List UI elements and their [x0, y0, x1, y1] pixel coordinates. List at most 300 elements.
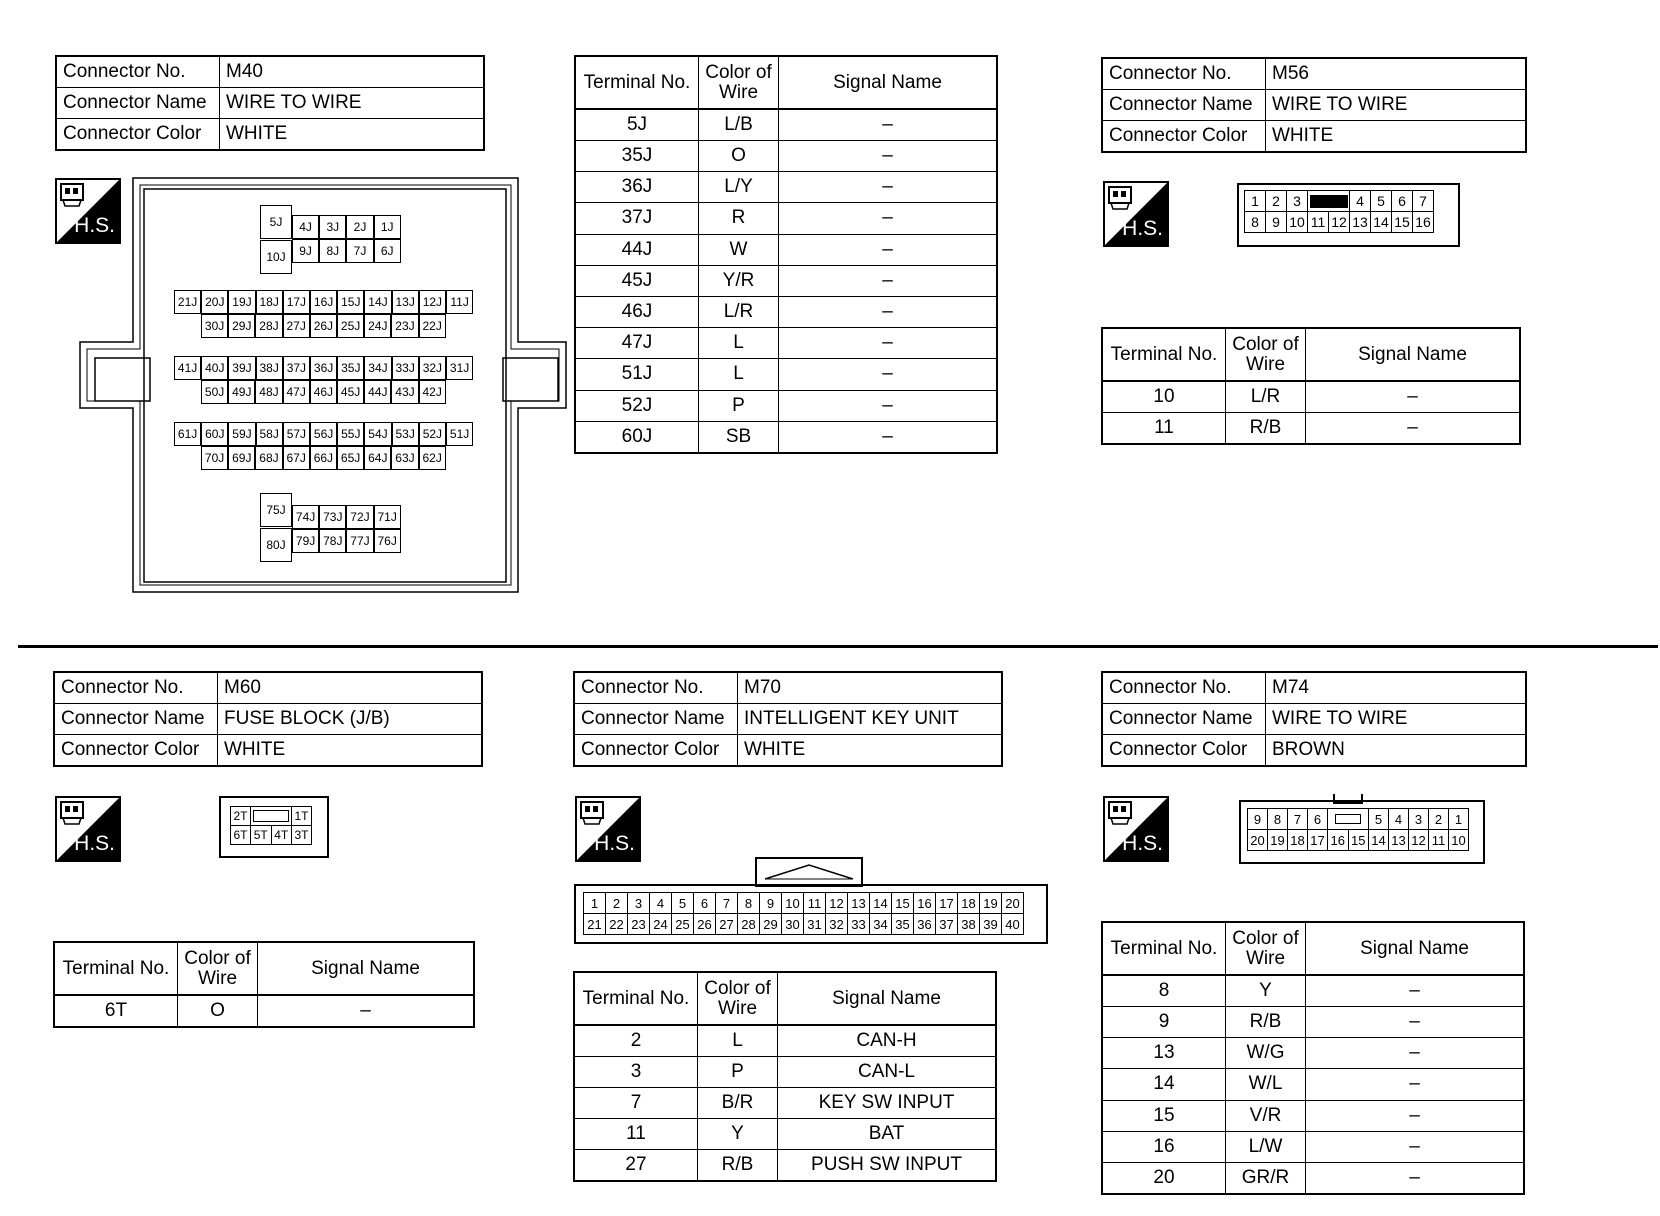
connector-pin: 4T [271, 826, 292, 845]
hs-icon [575, 796, 641, 862]
connector-pin: 21J [174, 290, 201, 314]
connector-pin: 49J [228, 380, 255, 404]
table-row [575, 265, 997, 296]
signal-name-cell: – [779, 265, 998, 296]
connector-name-value: WIRE TO WIRE [1266, 704, 1527, 735]
connector-pin: 2 [606, 893, 628, 914]
wire-color-cell: SB [699, 421, 779, 453]
connector-pin: 67J [283, 446, 310, 470]
connector-pin: 65J [337, 446, 364, 470]
header-terminal-no: Terminal No. [54, 942, 178, 995]
signal-name-cell: – [779, 234, 998, 265]
connector-pin: 14 [1369, 830, 1389, 851]
wire-color-cell: Y [698, 1119, 778, 1150]
connector-name-value: FUSE BLOCK (J/B) [218, 704, 483, 735]
connector-pin: 35J [337, 356, 364, 380]
connector-pin: 30J [201, 314, 228, 338]
connector-pin: 6 [694, 893, 716, 914]
header-signal-name: Signal Name [258, 942, 475, 995]
wire-color-cell: O [699, 141, 779, 172]
wire-color-cell: P [698, 1057, 778, 1088]
connector-pin: 13J [392, 290, 419, 314]
connector-no-value: M70 [738, 672, 1003, 704]
header-signal-name: Signal Name [779, 56, 998, 109]
connector-no-value: M74 [1266, 672, 1527, 704]
table-row [1102, 1162, 1524, 1194]
connector-pin: 51J [446, 422, 473, 446]
connector-pin: 31J [446, 356, 473, 380]
connector-pin: 48J [255, 380, 282, 404]
connector-pin: 18J [256, 290, 283, 314]
connector-pin: 20J [201, 290, 228, 314]
terminal-cell: 2 [574, 1025, 698, 1057]
connector-pin: 50J [201, 380, 228, 404]
connector-pin: 3T [292, 826, 312, 845]
connector-pin: 56J [310, 422, 337, 446]
connector-pin: 33J [392, 356, 419, 380]
hs-icon [1103, 181, 1169, 247]
hs-icon [55, 796, 121, 862]
wire-color-cell: L/R [699, 296, 779, 327]
m60-terminal-rows [54, 995, 474, 1027]
connector-pin: 30 [782, 914, 804, 935]
signal-name-cell: – [258, 995, 475, 1027]
connector-pin: 62J [419, 446, 446, 470]
header-color-of-wire: Color of Wire [1226, 922, 1306, 975]
connector-pin: 20 [1002, 893, 1024, 914]
connector-pin: 7 [1413, 191, 1434, 212]
connector-no-value: M56 [1266, 58, 1527, 90]
label-connector-name: Connector Name [1102, 90, 1266, 121]
connector-pin: 59J [228, 422, 255, 446]
connector-pin: 18 [958, 893, 980, 914]
section-divider [18, 645, 1658, 648]
m56-info-table [1101, 57, 1527, 153]
connector-pin: 10 [782, 893, 804, 914]
terminal-cell: 35J [575, 141, 699, 172]
label-connector-no: Connector No. [1102, 58, 1266, 90]
connector-pin: 44J [364, 380, 391, 404]
connector-pin: 31 [804, 914, 826, 935]
connector-pin: 12J [419, 290, 446, 314]
m74-terminal-rows [1102, 975, 1524, 1194]
connector-name-value: WIRE TO WIRE [220, 88, 485, 119]
signal-name-cell: – [1306, 1038, 1525, 1069]
label-connector-color: Connector Color [54, 735, 218, 767]
connector-pin: 57J [283, 422, 310, 446]
connector-pin: 8 [1268, 809, 1288, 830]
connector-pin: 71J [374, 505, 401, 529]
wire-color-cell: L/W [1226, 1131, 1306, 1162]
connector-pin: 22 [606, 914, 628, 935]
terminal-cell: 16 [1102, 1131, 1226, 1162]
header-terminal-no: Terminal No. [1102, 922, 1226, 975]
connector-pin: 7 [716, 893, 738, 914]
connector-pin: 3J [319, 215, 346, 239]
connector-pin: 39J [228, 356, 255, 380]
header-terminal-no: Terminal No. [574, 972, 698, 1025]
connector-pin: 1J [374, 215, 401, 239]
connector-pin: 1T [292, 807, 312, 826]
signal-name-cell: – [779, 141, 998, 172]
connector-pin: 27J [283, 314, 310, 338]
m70-connector-face [574, 884, 1048, 944]
wire-color-cell: L [698, 1025, 778, 1057]
connector-pin: 63J [391, 446, 418, 470]
m70-terminal-rows [574, 1025, 996, 1181]
connector-pin: 4 [650, 893, 672, 914]
connector-pin: 7 [1288, 809, 1308, 830]
table-row [1102, 381, 1520, 413]
connector-pin: 18 [1288, 830, 1308, 851]
connector-pin: 14 [870, 893, 892, 914]
connector-pin: 2 [1429, 809, 1449, 830]
table-row [1102, 1069, 1524, 1100]
label-connector-no: Connector No. [54, 672, 218, 704]
table-row [574, 1150, 996, 1182]
m40-terminal-table [574, 55, 998, 454]
connector-pin: 64J [364, 446, 391, 470]
connector-pin: 2 [1266, 191, 1287, 212]
signal-name-cell: – [779, 390, 998, 421]
wire-color-cell: B/R [698, 1088, 778, 1119]
label-connector-no: Connector No. [1102, 672, 1266, 704]
connector-pin: 15 [1392, 212, 1413, 233]
connector-pin: 1 [1449, 809, 1469, 830]
connector-color-value: WHITE [220, 119, 485, 151]
connector-pin: 74J [292, 505, 319, 529]
connector-pin: 16 [1413, 212, 1434, 233]
terminal-cell: 14 [1102, 1069, 1226, 1100]
connector-pin: 19 [1268, 830, 1288, 851]
connector-pin: 5J [260, 205, 292, 239]
terminal-cell: 8 [1102, 975, 1226, 1007]
connector-pin: 8 [1245, 212, 1266, 233]
m60-info-table [53, 671, 483, 767]
hs-label: H.S. [74, 214, 115, 237]
connector-pin: 2T [231, 807, 251, 826]
wire-color-cell: L [699, 359, 779, 390]
connector-pin: 4 [1350, 191, 1371, 212]
table-row [575, 421, 997, 453]
connector-pin: 3 [628, 893, 650, 914]
terminal-cell: 51J [575, 359, 699, 390]
connector-pin: 24J [364, 314, 391, 338]
connector-pin: 36J [310, 356, 337, 380]
signal-name-cell: BAT [778, 1119, 997, 1150]
connector-pin: 29 [760, 914, 782, 935]
wire-color-cell: P [699, 390, 779, 421]
connector-pin: 26J [310, 314, 337, 338]
terminal-cell: 44J [575, 234, 699, 265]
connector-pin: 40J [201, 356, 228, 380]
hs-label: H.S. [1122, 832, 1163, 855]
terminal-cell: 3 [574, 1057, 698, 1088]
m40-info-table [55, 55, 485, 151]
terminal-cell: 15 [1102, 1100, 1226, 1131]
header-color-of-wire: Color of Wire [698, 972, 778, 1025]
connector-pin: 45J [337, 380, 364, 404]
connector-pin: 47J [283, 380, 310, 404]
signal-name-cell: – [779, 359, 998, 390]
connector-pin: 1 [584, 893, 606, 914]
connector-pin: 15 [892, 893, 914, 914]
connector-pin: 8 [738, 893, 760, 914]
connector-pin: 5 [1371, 191, 1392, 212]
connector-color-value: WHITE [1266, 121, 1527, 153]
connector-pin: 5 [1369, 809, 1389, 830]
table-row [1102, 413, 1520, 445]
connector-pin: 3 [1409, 809, 1429, 830]
terminal-cell: 45J [575, 265, 699, 296]
signal-name-cell: – [1306, 1100, 1525, 1131]
wire-color-cell: L [699, 328, 779, 359]
connector-pin: 53J [392, 422, 419, 446]
connector-pin: 16 [914, 893, 936, 914]
connector-pin: 37 [936, 914, 958, 935]
table-row [575, 390, 997, 421]
terminal-cell: 13 [1102, 1038, 1226, 1069]
label-connector-color: Connector Color [574, 735, 738, 767]
m70-info-table [573, 671, 1003, 767]
table-row [1102, 975, 1524, 1007]
wire-color-cell: W/G [1226, 1038, 1306, 1069]
label-connector-name: Connector Name [574, 704, 738, 735]
wire-color-cell: V/R [1226, 1100, 1306, 1131]
connector-pin: 15J [337, 290, 364, 314]
header-signal-name: Signal Name [778, 972, 997, 1025]
connector-pin: 76J [374, 529, 401, 553]
connector-pin: 19 [980, 893, 1002, 914]
signal-name-cell: – [1306, 381, 1521, 413]
label-connector-no: Connector No. [574, 672, 738, 704]
table-row [575, 328, 997, 359]
m70-connector-latch [755, 857, 865, 887]
connector-pin: 14J [364, 290, 391, 314]
connector-pin: 12 [826, 893, 848, 914]
connector-pin: 13 [1350, 212, 1371, 233]
m40-terminal-rows [575, 109, 997, 453]
connector-pin: 12 [1329, 212, 1350, 233]
connector-pin: 69J [228, 446, 255, 470]
header-terminal-no: Terminal No. [575, 56, 699, 109]
connector-no-value: M60 [218, 672, 483, 704]
terminal-cell: 60J [575, 421, 699, 453]
header-color-of-wire: Color of Wire [178, 942, 258, 995]
m56-connector-face [1237, 183, 1460, 247]
table-row [575, 141, 997, 172]
connector-pin: 6T [231, 826, 251, 845]
wire-color-cell: R/B [698, 1150, 778, 1182]
connector-pin: 14 [1371, 212, 1392, 233]
wire-color-cell: W [699, 234, 779, 265]
connector-pin: 10 [1449, 830, 1469, 851]
header-terminal-no: Terminal No. [1102, 328, 1226, 381]
connector-pin: 20 [1248, 830, 1268, 851]
connector-pin: 6 [1392, 191, 1413, 212]
connector-pin: 4J [292, 215, 319, 239]
m56-pin-grid [1244, 190, 1434, 233]
connector-pin: 29J [228, 314, 255, 338]
wire-color-cell: R [699, 203, 779, 234]
signal-name-cell: PUSH SW INPUT [778, 1150, 997, 1182]
connector-pin: 17J [283, 290, 310, 314]
connector-pin: 33 [848, 914, 870, 935]
connector-pin: 77J [346, 529, 373, 553]
connector-pin: 6 [1308, 809, 1328, 830]
connector-pin: 16J [310, 290, 337, 314]
connector-pin: 68J [255, 446, 282, 470]
connector-key-slot [251, 807, 292, 826]
connector-pin: 36 [914, 914, 936, 935]
terminal-cell: 6T [54, 995, 178, 1027]
terminal-cell: 27 [574, 1150, 698, 1182]
terminal-cell: 46J [575, 296, 699, 327]
terminal-cell: 11 [574, 1119, 698, 1150]
label-connector-name: Connector Name [1102, 704, 1266, 735]
connector-pin: 61J [174, 422, 201, 446]
connector-pin: 34 [870, 914, 892, 935]
wire-color-cell: Y/R [699, 265, 779, 296]
table-row [575, 296, 997, 327]
signal-name-cell: – [1306, 1069, 1525, 1100]
connector-pin: 23 [628, 914, 650, 935]
m56-terminal-rows [1102, 381, 1520, 444]
connector-name-value: INTELLIGENT KEY UNIT [738, 704, 1003, 735]
connector-pin: 38 [958, 914, 980, 935]
connector-pin: 32J [419, 356, 446, 380]
connector-pin: 15 [1348, 830, 1369, 851]
connector-pin: 46J [310, 380, 337, 404]
connector-pin: 5T [251, 826, 272, 845]
connector-pin: 41J [174, 356, 201, 380]
connector-pin: 9 [1248, 809, 1268, 830]
connector-pin: 80J [260, 528, 292, 562]
label-connector-no: Connector No. [56, 56, 220, 88]
m60-connector-face [219, 796, 329, 858]
connector-pin: 42J [419, 380, 446, 404]
connector-pin: 9J [292, 239, 319, 263]
connector-pin: 11 [1308, 212, 1329, 233]
connector-pin: 35 [892, 914, 914, 935]
m70-terminal-table [573, 971, 997, 1182]
terminal-cell: 36J [575, 172, 699, 203]
terminal-cell: 9 [1102, 1007, 1226, 1038]
table-row [1102, 1131, 1524, 1162]
connector-pin: 11 [1429, 830, 1449, 851]
connector-pin: 17 [1308, 830, 1328, 851]
connector-pin: 79J [292, 529, 319, 553]
hs-icon [1103, 796, 1169, 862]
terminal-cell: 10 [1102, 381, 1226, 413]
wire-color-cell: L/B [699, 109, 779, 141]
connector-pin: 70J [201, 446, 228, 470]
connector-pin: 55J [337, 422, 364, 446]
label-connector-color: Connector Color [56, 119, 220, 151]
hs-label: H.S. [74, 832, 115, 855]
signal-name-cell: – [779, 203, 998, 234]
connector-pin: 12 [1409, 830, 1429, 851]
connector-pin: 58J [256, 422, 283, 446]
connector-pin: 37J [283, 356, 310, 380]
label-connector-name: Connector Name [54, 704, 218, 735]
connector-pin: 8J [319, 239, 346, 263]
connector-pin: 38J [256, 356, 283, 380]
wire-color-cell: L/R [1226, 381, 1306, 413]
terminal-cell: 7 [574, 1088, 698, 1119]
connector-pin: 13 [848, 893, 870, 914]
m70-pin-grid [583, 892, 1024, 935]
signal-name-cell: CAN-L [778, 1057, 997, 1088]
label-connector-name: Connector Name [56, 88, 220, 119]
table-row [575, 172, 997, 203]
label-connector-color: Connector Color [1102, 735, 1266, 767]
connector-key-slot [1328, 809, 1369, 830]
signal-name-cell: – [1306, 975, 1525, 1007]
header-color-of-wire: Color of Wire [699, 56, 779, 109]
connector-pin: 16 [1328, 830, 1349, 851]
table-row [1102, 1038, 1524, 1069]
connector-pin: 78J [319, 529, 346, 553]
wire-color-cell: GR/R [1226, 1162, 1306, 1194]
connector-color-value: BROWN [1266, 735, 1527, 767]
m60-pin-grid [230, 806, 312, 845]
connector-pin: 60J [201, 422, 228, 446]
signal-name-cell: – [779, 328, 998, 359]
connector-pin: 10 [1287, 212, 1308, 233]
header-color-of-wire: Color of Wire [1226, 328, 1306, 381]
table-row [54, 995, 474, 1027]
connector-pin: 32 [826, 914, 848, 935]
connector-pin: 1 [1245, 191, 1266, 212]
connector-pin: 21 [584, 914, 606, 935]
signal-name-cell: – [779, 109, 998, 141]
connector-pin: 19J [228, 290, 255, 314]
connector-pin: 40 [1002, 914, 1024, 935]
connector-pin: 73J [319, 505, 346, 529]
connector-pin: 28J [255, 314, 282, 338]
signal-name-cell: – [779, 421, 998, 453]
connector-pin: 43J [391, 380, 418, 404]
signal-name-cell: – [1306, 1007, 1525, 1038]
connector-pin: 25 [672, 914, 694, 935]
signal-name-cell: KEY SW INPUT [778, 1088, 997, 1119]
connector-pin: 7J [346, 239, 373, 263]
hs-label: H.S. [594, 832, 635, 855]
label-connector-color: Connector Color [1102, 121, 1266, 153]
table-row [575, 234, 997, 265]
m60-terminal-table [53, 941, 475, 1028]
connector-pin: 23J [391, 314, 418, 338]
terminal-cell: 47J [575, 328, 699, 359]
connector-pin: 34J [364, 356, 391, 380]
connector-pin: 13 [1389, 830, 1409, 851]
signal-name-cell: CAN-H [778, 1025, 997, 1057]
connector-pin: 2J [346, 215, 373, 239]
connector-pin: 6J [374, 239, 401, 263]
wire-color-cell: L/Y [699, 172, 779, 203]
wire-color-cell: R/B [1226, 413, 1306, 445]
terminal-cell: 37J [575, 203, 699, 234]
signal-name-cell: – [779, 296, 998, 327]
wire-color-cell: W/L [1226, 1069, 1306, 1100]
table-row [574, 1025, 996, 1057]
connector-pin: 66J [310, 446, 337, 470]
table-row [1102, 1007, 1524, 1038]
m74-terminal-table [1101, 921, 1525, 1195]
table-row [575, 359, 997, 390]
connector-pin: 28 [738, 914, 760, 935]
